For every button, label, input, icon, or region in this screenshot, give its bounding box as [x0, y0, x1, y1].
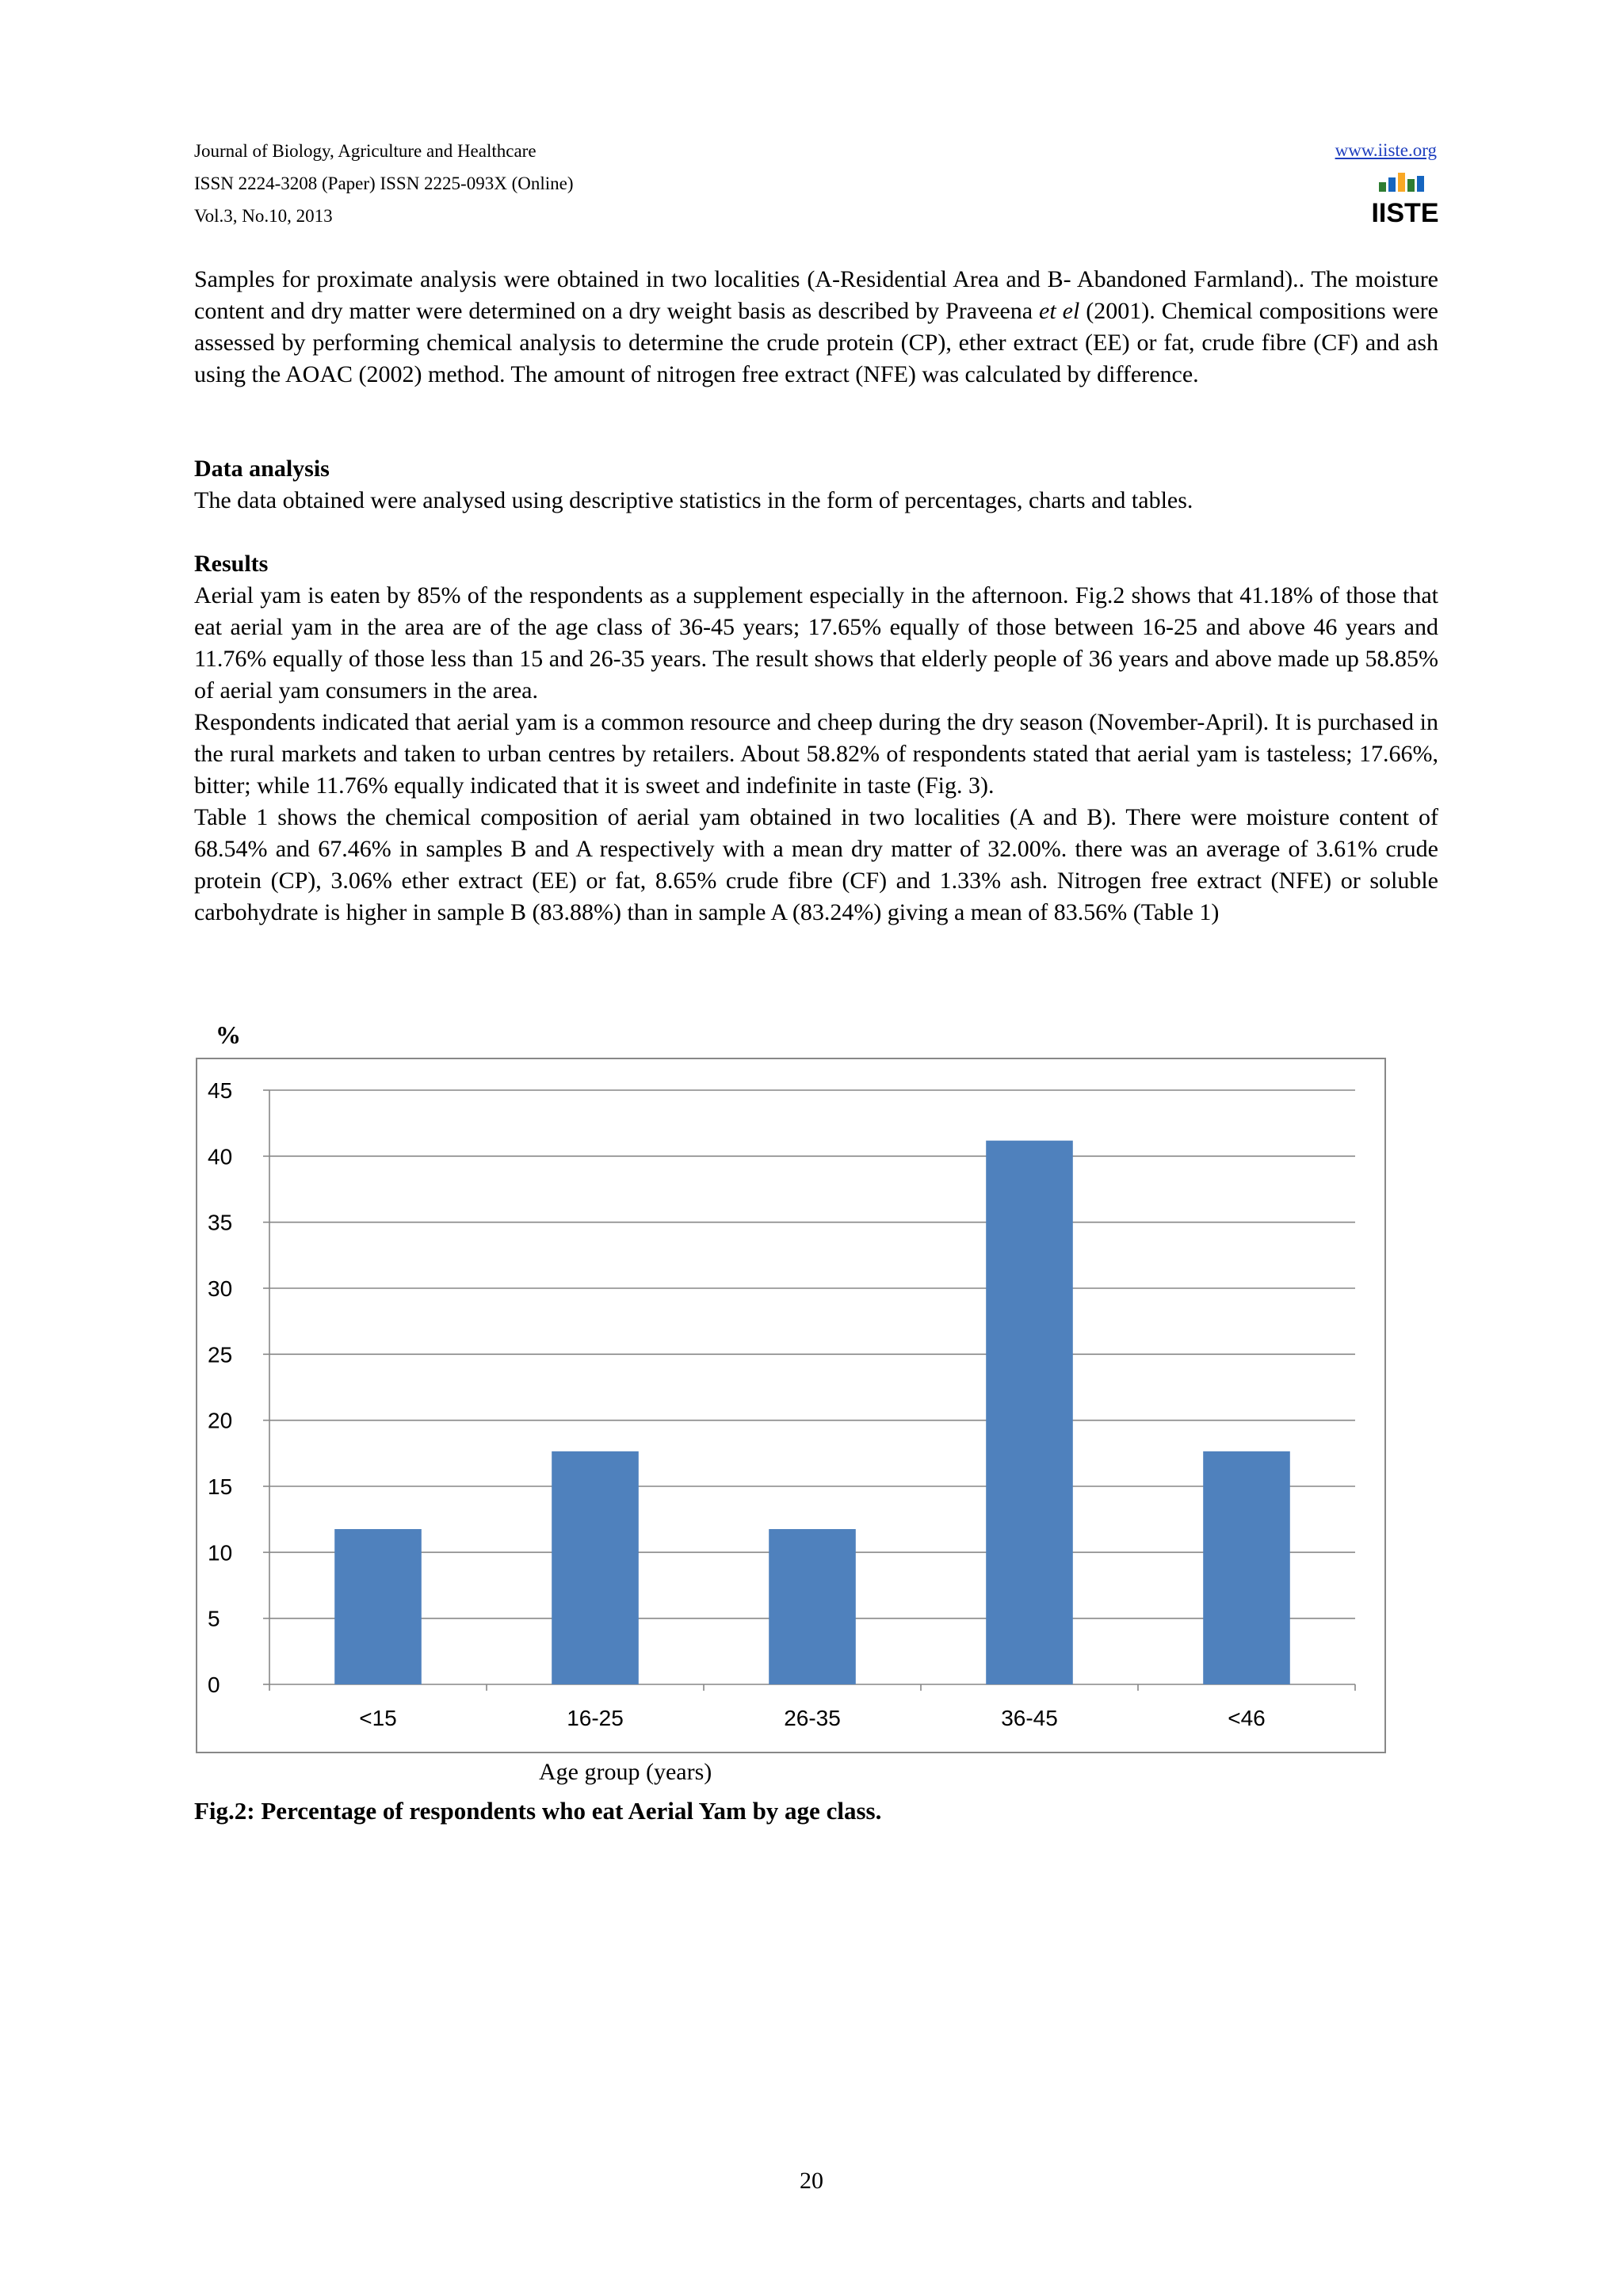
bar-<15: [334, 1529, 422, 1684]
journal-url-link[interactable]: www.iiste.org: [1335, 140, 1437, 160]
y-tick-label: 30: [208, 1276, 233, 1301]
bar-36-45: [986, 1141, 1073, 1684]
y-tick-label: 40: [208, 1144, 233, 1169]
y-tick-label: 5: [208, 1606, 220, 1631]
data-analysis-heading: Data analysis: [194, 456, 330, 482]
page-number: 20: [800, 2168, 823, 2194]
bar-<46: [1203, 1451, 1290, 1684]
logo-text: IISTE: [1371, 198, 1439, 228]
x-tick-label: 16-25: [567, 1706, 624, 1730]
data-analysis-text: The data obtained were analysed using descriptive statistics in the form of percentages, charts and tables.: [194, 487, 1193, 513]
y-tick-label: 0: [208, 1672, 220, 1697]
bar-26-35: [769, 1529, 856, 1684]
iiste-logo: [1371, 170, 1439, 228]
results-heading: Results: [194, 551, 269, 577]
methods-paragraph: Samples for proximate analysis were obtained in two localities (A-Residential Area and B- Abandoned Farmland).. The moisture content and dry matter were determined on a dry weight basis as described by Praveena et el (2001). Chemical compositions were assessed by performing chemical analysis to determine the crude protein (CP), ether extract (EE) or fat, crude fibre (CF) and ash using the AOAC (2002) method. The amount of nitrogen free extract (NFE) was calculated by difference.: [194, 266, 1438, 387]
figure-caption: Fig.2: Percentage of respondents who eat Aerial Yam by age class.: [194, 1797, 882, 1825]
results-paragraph-3: Table 1 shows the chemical composition of aerial yam obtained in two localities (A and B). There were moisture content of 68.54% and 67.46% in samples B and A respectively with a mean dry matter of 32.00%. there was an average of 3.61% crude protein (CP), 3.06% ether extract (EE) or fat, 8.65% crude fibre (CF) and 1.33% ash. Nitrogen free extract (NFE) or soluble carbohydrate is higher in sample B (83.88%) than in sample A (83.24%) giving a mean of 83.56% (Table 1): [194, 804, 1438, 925]
x-axis-title: Age group (years): [539, 1759, 712, 1785]
issn-line: ISSN 2224-3208 (Paper) ISSN 2225-093X (Online): [194, 174, 574, 193]
y-tick-label: 15: [208, 1474, 233, 1499]
y-axis-unit-label: %: [216, 1020, 241, 1049]
results-paragraph-1: Aerial yam is eaten by 85% of the respondents as a supplement especially in the afternoon. Fig.2 shows that 41.18% of those that eat aerial yam in the area are of the age class of 36-45 years; 17.65% equally of those between 16-25 and above 46 years and 11.76% equally of those less than 15 and 26-35 years. The result shows that elderly people of 36 years and above made up 58.85% of aerial yam consumers in the area.: [194, 582, 1438, 704]
x-tick-label: 36-45: [1001, 1706, 1058, 1730]
y-tick-label: 25: [208, 1342, 233, 1367]
x-tick-label: <46: [1228, 1706, 1266, 1730]
journal-name: Journal of Biology, Agriculture and Healthcare: [194, 141, 537, 161]
x-tick-label: <15: [359, 1706, 397, 1730]
age-class-bar-chart: [182, 1006, 1419, 1830]
chart-canvas: [182, 1006, 1419, 1798]
y-tick-label: 10: [208, 1540, 233, 1566]
y-tick-label: 35: [208, 1210, 233, 1235]
volume-line: Vol.3, No.10, 2013: [194, 206, 333, 226]
y-tick-label: 45: [208, 1078, 233, 1103]
results-paragraph-2: Respondents indicated that aerial yam is a common resource and cheep during the dry season (November-April). It is purchased in the rural markets and taken to urban centres by retailers. About 58.82% of respondents stated that aerial yam is tasteless; 17.66%, bitter; while 11.76% equally indicated that it is sweet and indefinite in taste (Fig. 3).: [194, 709, 1438, 799]
x-tick-label: 26-35: [784, 1706, 841, 1730]
data-analysis-section: [194, 453, 1438, 517]
y-tick-label: 20: [208, 1408, 233, 1433]
bar-16-25: [552, 1451, 639, 1684]
results-section: [194, 548, 1438, 929]
